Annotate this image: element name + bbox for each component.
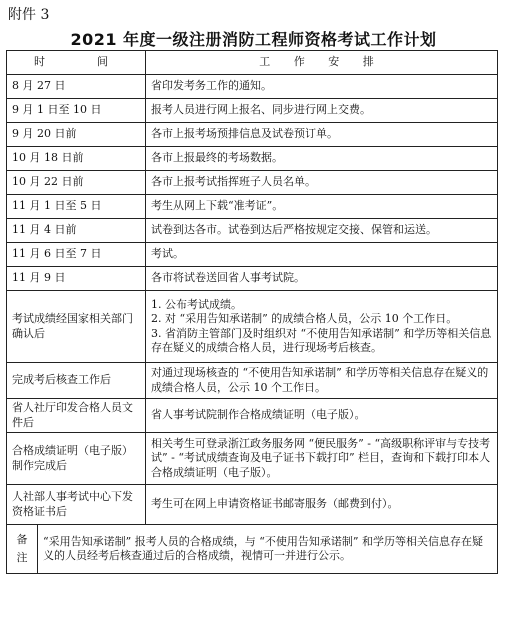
row-time: 11 月 4 日前 bbox=[7, 219, 146, 243]
row-tasks bbox=[146, 219, 498, 243]
table-row bbox=[7, 75, 498, 99]
row-time: 完成考后核查工作后 bbox=[7, 363, 146, 399]
table-row bbox=[7, 291, 498, 363]
task-item: 省印发考务工作的通知。 bbox=[151, 79, 272, 93]
table-row bbox=[7, 219, 498, 243]
row-tasks bbox=[146, 433, 498, 485]
row-tasks bbox=[146, 147, 498, 171]
table-row bbox=[7, 433, 498, 485]
task-item: 考生可在网上申请资格证书邮寄服务（邮费到付）。 bbox=[151, 497, 399, 511]
table-header-row bbox=[7, 51, 498, 75]
row-tasks bbox=[146, 171, 498, 195]
schedule-table bbox=[6, 50, 498, 574]
task-item: 各市上报最终的考场数据。 bbox=[151, 151, 283, 165]
note-inner-row bbox=[7, 525, 497, 573]
document-title: 2021 年度一级注册消防工程师资格考试工作计划 bbox=[70, 30, 437, 49]
task-item: 省人事考试院制作合格成绩证明（电子版）。 bbox=[151, 408, 366, 422]
row-time: 10 月 22 日前 bbox=[7, 171, 146, 195]
row-time: 11 月 9 日 bbox=[7, 267, 146, 291]
task-item: 2. 对 “采用告知承诺制” 的成绩合格人员，公示 10 个工作日。 bbox=[151, 312, 458, 325]
table-row bbox=[7, 267, 498, 291]
table-row bbox=[7, 195, 498, 219]
note-text: “采用告知承诺制” 报考人员的合格成绩，与 “不使用告知承诺制” 和学历等相关信息存在疑义的人员经考后核查通过后的合格成绩，视情可一并进行公示。 bbox=[43, 534, 483, 562]
row-tasks bbox=[146, 123, 498, 147]
note-label-char: 备 bbox=[16, 533, 28, 546]
task-item: 3. 省消防主管部门及时组织对 “不使用告知承诺制” 和学历等相关信息存在疑义的成绩合格人员，进行现场考后核查。 bbox=[151, 326, 492, 354]
row-time: 省人社厅印发合格人员文件后 bbox=[7, 399, 146, 433]
row-time: 11 月 1 日至 5 日 bbox=[7, 195, 146, 219]
row-time: 合格成绩证明（电子版）制作完成后 bbox=[7, 433, 146, 485]
row-tasks bbox=[146, 243, 498, 267]
note-label bbox=[7, 525, 38, 573]
row-tasks bbox=[146, 485, 498, 525]
row-tasks bbox=[146, 99, 498, 123]
task-item: 对通过现场核查的 “不使用告知承诺制” 和学历等相关信息存在疑义的成绩合格人员，公示 10 个工作日。 bbox=[151, 366, 489, 394]
task-item: 考生从网上下载“准考证”。 bbox=[151, 199, 284, 213]
row-tasks bbox=[146, 291, 498, 363]
attachment-label: 附件 3 bbox=[8, 7, 50, 23]
row-time: 9 月 1 日至 10 日 bbox=[7, 99, 146, 123]
task-item: 考试。 bbox=[151, 247, 184, 261]
table-row bbox=[7, 243, 498, 267]
header-tasks: 工 作 安 排 bbox=[146, 51, 498, 75]
note-cell bbox=[7, 525, 498, 574]
table-row bbox=[7, 123, 498, 147]
row-tasks bbox=[146, 267, 498, 291]
table-row bbox=[7, 399, 498, 433]
row-time: 11 月 6 日至 7 日 bbox=[7, 243, 146, 267]
task-item: 各市将试卷送回省人事考试院。 bbox=[151, 271, 305, 285]
row-tasks bbox=[146, 195, 498, 219]
row-time: 考试成绩经国家相关部门确认后 bbox=[7, 291, 146, 363]
header-time: 时 间 bbox=[7, 51, 146, 75]
task-item: 试卷到达各市。试卷到达后严格按规定交接、保管和运送。 bbox=[151, 223, 437, 237]
note-label-char: 注 bbox=[16, 551, 28, 564]
table-row bbox=[7, 99, 498, 123]
row-time: 人社部人事考试中心下发资格证书后 bbox=[7, 485, 146, 525]
task-item: 报考人员进行网上报名、同步进行网上交费。 bbox=[151, 103, 371, 117]
row-time: 10 月 18 日前 bbox=[7, 147, 146, 171]
task-item: 各市上报考场预排信息及试卷预订单。 bbox=[151, 127, 338, 141]
table-row bbox=[7, 147, 498, 171]
table-row bbox=[7, 171, 498, 195]
row-tasks bbox=[146, 363, 498, 399]
note-row bbox=[7, 525, 498, 574]
row-time: 8 月 27 日 bbox=[7, 75, 146, 99]
task-item: 各市上报考试指挥班子人员名单。 bbox=[151, 175, 316, 189]
note-inner-table bbox=[7, 525, 497, 573]
table-row bbox=[7, 485, 498, 525]
table-row bbox=[7, 363, 498, 399]
row-time: 9 月 20 日前 bbox=[7, 123, 146, 147]
task-item: 1. 公布考试成绩。 bbox=[151, 297, 242, 311]
row-tasks bbox=[146, 399, 498, 433]
task-item: 相关考生可登录浙江政务服务网 “便民服务” - “高级职称评审与专技考试” - “考试成绩查询及电子证书下载打印” 栏目，查询和下载打印本人合格成绩证明（电子版）。 bbox=[151, 436, 491, 479]
row-tasks bbox=[146, 75, 498, 99]
